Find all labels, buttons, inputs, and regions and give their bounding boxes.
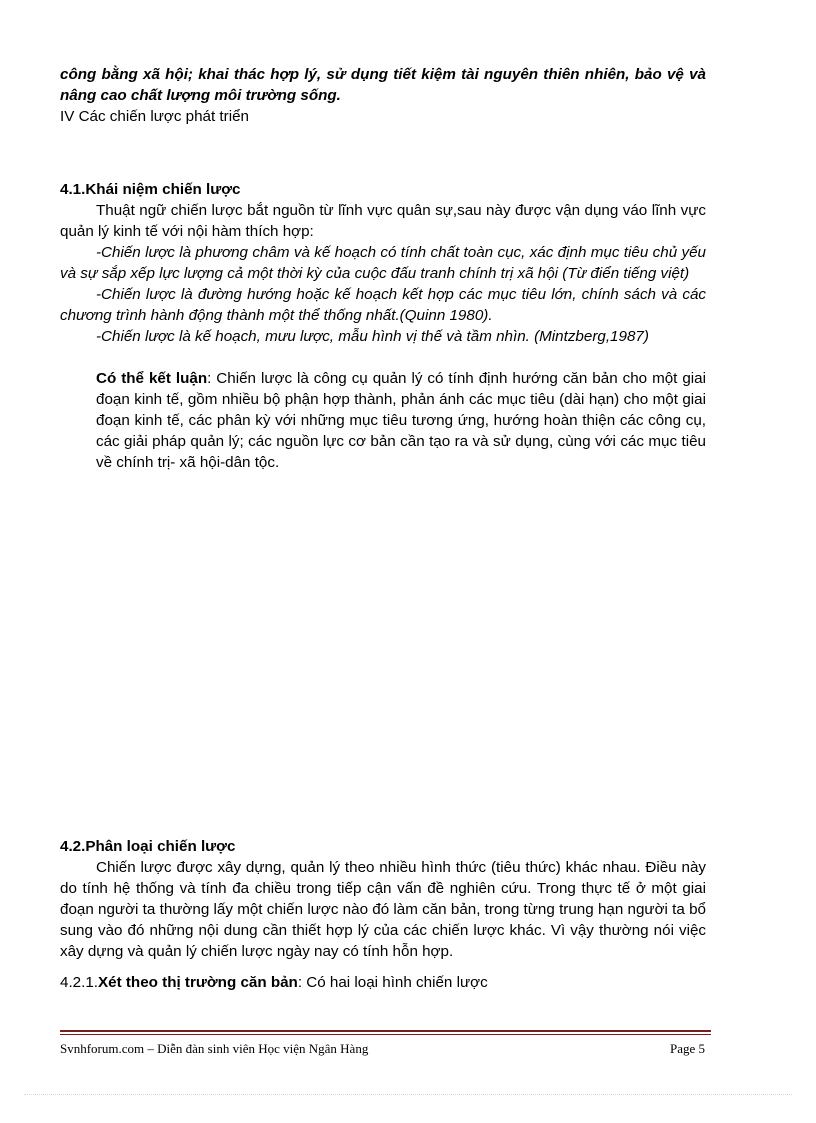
page-number: Page 5 bbox=[670, 1041, 706, 1056]
conclusion-paragraph bbox=[60, 368, 706, 473]
subsection-number: 4.2.1. bbox=[60, 974, 98, 991]
definition-2: -Chiến lược là đường hướng hoặc kế hoạch kết hợp các mục tiêu lớn, chính sách và các chương trình hành động thành một thể thống nhất.(Quinn 1980). bbox=[60, 286, 706, 324]
page-content-lower bbox=[60, 836, 706, 993]
page-bottom-border bbox=[24, 1094, 792, 1095]
heading-4-2: 4.2.Phân loại chiến lược bbox=[60, 838, 236, 855]
conclusion-label: Có thể kết luận bbox=[96, 370, 208, 387]
footer-rule-thick bbox=[60, 1030, 711, 1032]
spacer bbox=[60, 347, 706, 368]
definition-1: -Chiến lược là phương châm và kế hoạch có tính chất toàn cục, xác định mục tiêu chủ yếu và sự sắp xếp lực lượng cả một thời kỳ của cuộc đấu tranh chính trị xã hội (Từ điển tiếng việt) bbox=[60, 244, 706, 282]
intro-text: công bằng xã hội; khai thác hợp lý, sử dụng tiết kiệm tài nguyên thiên nhiên, bảo vệ và nâng cao chất lượng môi trường sống. bbox=[60, 66, 706, 104]
page-content bbox=[60, 64, 706, 473]
section-heading: IV Các chiến lược phát triển bbox=[60, 108, 249, 125]
paragraph-classification: Chiến lược được xây dựng, quản lý theo nhiều hình thức (tiêu thức) khác nhau. Điều này do tính hệ thống và tính đa chiều trong tiếp cận vấn đề nghiên cứu. Trong thực tế ở một giai đoạn người ta thường lấy một chiến lược nào đó làm căn bản, trong từng trung hạn người ta bổ sung vào đó những nội dung cần thiết hợp lý của các chiến lược khác. Vì vậy thường nói việc xây dựng và quản lý chiến lược ngày nay có tính hỗn hợp. bbox=[60, 859, 706, 960]
spacer bbox=[60, 127, 706, 179]
footer-site-text: Svnhforum.com – Diễn đàn sinh viên Học viện Ngân Hàng bbox=[60, 1041, 369, 1056]
subsection-text: : Có hai loại hình chiến lược bbox=[297, 974, 488, 991]
spacer bbox=[60, 962, 706, 972]
conclusion-text: : Chiến lược là công cụ quản lý có tính định hướng căn bản cho một giai đoạn kinh tế, gồm nhiều bộ phận hợp thành, phản ánh các mục tiêu (dài hạn) cho một giai đoạn kinh tế, các phân kỳ với những mục tiêu tương ứng, hướng hoàn thiện các công cụ, các giải pháp quản lý; các nguồn lực cơ bản cần tạo ra và sử dụng, cùng với các mục tiêu về chính trị- xã hội-dân tộc. bbox=[96, 370, 706, 471]
paragraph-origin: Thuật ngữ chiến lược bắt nguồn từ lĩnh vực quân sự,sau này được vận dụng váo lĩnh vực quản lý kinh tế với nội hàm thích hợp: bbox=[60, 202, 706, 240]
subsection-label: Xét theo thị trường căn bản bbox=[98, 974, 298, 991]
subsection-4-2-1 bbox=[60, 972, 706, 993]
heading-4-1: 4.1.Khái niệm chiến lược bbox=[60, 181, 241, 198]
footer-rule-thin bbox=[60, 1034, 711, 1035]
definition-3: -Chiến lược là kế hoạch, mưu lược, mẫu hình vị thế và tầm nhìn. (Mintzberg,1987) bbox=[96, 328, 649, 345]
